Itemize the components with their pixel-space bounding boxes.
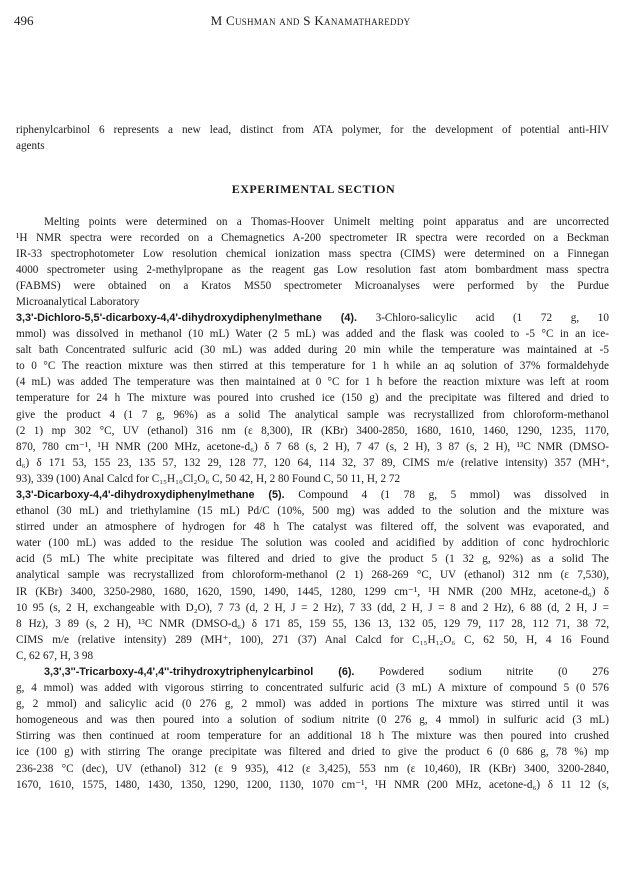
text-line: 93), 339 (100) Anal Calcd for C₁₅H₁₀Cl₂O₆ C, 50 42, H, 2 80 Found C, 50 11, H, 2 72	[16, 472, 401, 485]
text-line	[16, 664, 609, 680]
text-line: temperature for 24 h The mixture was poured into crushed ice (150 g) and the precipitate was filtered and dried to	[16, 392, 609, 405]
text-line: 1670, 1610, 1575, 1480, 1430, 1350, 1290, 1200, 1130, 1070 cm⁻¹, ¹H NMR (200 MHz, acetone-d₆) δ 11 12 (s,	[16, 778, 609, 791]
section-title: EXPERIMENTAL SECTION	[231, 182, 396, 196]
text-line: (FABMS) were obtained on a Kratos MS50 spectrometer Microanalyses were performed by the Purdue	[16, 280, 609, 293]
text-line: ethanol (30 mL) and triethylamine (15 mL) Pd/C (10%, 500 mg) was added to the solution and the mixture was	[16, 505, 609, 518]
text-line: 8 Hz), 3 89 (s, 2 H), ¹³C NMR (DMSO-d₆) δ 171 85, 159 55, 136 13, 132 05, 129 79, 117 28, 112 71, 38 72,	[16, 617, 609, 630]
text-line: Melting points were determined on a Thomas-Hoover Unimelt melting point apparatus and are uncorrected	[44, 216, 609, 228]
running-head-authors	[14, 13, 607, 29]
intro-paragraph	[16, 122, 609, 154]
text-line: d₆) δ 171 53, 155 23, 135 57, 132 29, 128 77, 120 64, 114 32, 37 89, CIMS m/e (relative intensity) 357 (MH⁺,	[16, 456, 609, 469]
compound-6-text: Powdered sodium nitrite (0 276	[354, 666, 609, 678]
text-line: stirred under an atmosphere of hydrogen for 48 h The catalyst was filtered off, the solvent was evaporated, and	[16, 521, 609, 534]
text-line: g, 2 mmol) and salicylic acid (0 276 g, 2 mmol) was added in portions The mixture was stirred until it was	[16, 698, 609, 711]
page-header	[14, 13, 607, 33]
text-line: water (100 mL) was added to the residue The solution was cooled and acidified by addition of conc hydrochloric	[16, 537, 609, 550]
text-line: 10 95 (s, 2 H, exchangeable with D₂O), 7 73 (d, 2 H, J = 2 Hz), 7 33 (dd, 2 H, J = 8 and 2 Hz), 6 88 (d, 2 H, J =	[16, 601, 609, 614]
compound-4-text: 3-Chloro-salicylic acid (1 72 g, 10	[356, 312, 609, 324]
general-methods-paragraph	[16, 214, 609, 311]
text-line: acid (5 mL) The white precipitate was filtered and dried to give the product 5 (1 32 g, 92%) as a solid The	[16, 553, 609, 566]
compound-4-title: 3,3'-Dichloro-5,5'-dicarboxy-4,4'-dihydroxydiphenylmethane (4).	[16, 312, 357, 324]
text-line: mmol) was dissolved in methanol (10 mL) Water (2 5 mL) was added and the flask was cooled to -5 °C in an ice-	[16, 328, 609, 341]
compound-5-text: Compound 4 (1 78 g, 5 mmol) was dissolved in	[284, 489, 609, 501]
text-line: ice (100 g) with stirring The orange precipitate was filtered and dried to give the product 6 (0 686 g, 78 %) mp	[16, 746, 609, 759]
text-line: (4 mL) was added The temperature was then maintained at 0 °C for 1 h before the reaction mixture was left at room	[16, 376, 609, 389]
text-line: (2 1) mp 302 °C, UV (ethanol) 316 nm (ε 8,300), IR (KBr) 3400-2850, 1680, 1610, 1460, 1290, 1235, 1170,	[16, 424, 609, 437]
compound-6-paragraph	[16, 664, 609, 793]
text-line: C, 62 67, H, 3 98	[16, 649, 94, 662]
text-line: 870, 780 cm⁻¹, ¹H NMR (200 MHz, acetone-d₆) δ 7 68 (s, 2 H), 7 47 (s, 2 H), 3 87 (s, 2 H), ¹³C NMR (DMSO-	[16, 440, 609, 453]
compound-5-paragraph	[16, 487, 609, 664]
text-line: to 0 °C The reaction mixture was then stirred at this temperature for 1 h while an aq solution of 37% formaldehyde	[16, 360, 609, 373]
text-line: 236-238 °C (dec), UV (ethanol) 312 (ε 9 935), 412 (ε 3,425), 553 nm (ε 10,460), IR (KBr) 3400, 3200-2840,	[16, 762, 609, 775]
text-line: g, 4 mmol) was added with vigorous stirring to concentrated sulfuric acid (3 mL) A mixture of compound 5 (0 576	[16, 682, 609, 695]
text-line: give the product 4 (1 7 g, 96%) as a solid The analytical sample was recrystallized from chloroform-methanol	[16, 408, 609, 421]
text-line: salt bath Concentrated sulfuric acid (30 mL) was added during 20 min while the temperature was maintained at -5	[16, 344, 609, 357]
text-line: IR (KBr) 3400, 3250-2980, 1680, 1620, 1590, 1490, 1445, 1280, 1299 cm⁻¹, ¹H NMR (200 MHz, acetone-d₆) δ	[16, 585, 609, 598]
text-line: 4000 spectrometer using 2-methylpropane as the reagent gas Low resolution fast atom bombardment mass spectra	[16, 264, 609, 277]
text-line: ¹H NMR spectra were recorded on a Chemagnetics A-200 spectrometer IR spectra were recorded on a Beckman	[16, 232, 609, 245]
compound-4-paragraph	[16, 310, 609, 487]
authors-text: M Cushman and S Kanamathareddy	[210, 13, 411, 28]
intro-line: riphenylcarbinol 6 represents a new lead, distinct from ATA polymer, for the development of potential anti-HIV	[16, 124, 609, 136]
compound-5-title: 3,3'-Dicarboxy-4,4'-dihydroxydiphenylmethane (5).	[16, 489, 285, 501]
text-line: Stirring was then continued at room temperature for an additional 18 h The mixture was then poured into crushed	[16, 730, 609, 743]
compound-6-title: 3,3',3''-Tricarboxy-4,4',4''-trihydroxytriphenylcarbinol (6).	[44, 666, 355, 678]
intro-line: agents	[16, 140, 45, 152]
text-line: Microanalytical Laboratory	[16, 296, 140, 309]
text-line: analytical sample was recrystallized from chloroform-methanol (2 1) 268-269 °C, UV (ethanol) 312 nm (ε 7,530),	[16, 569, 609, 582]
text-line: homogeneous and was then poured into a solution of sodium nitrite (0 276 g, 4 mmol) in sulfuric acid (3 mL)	[16, 714, 609, 727]
text-line	[16, 487, 609, 503]
page-number: 496	[14, 13, 34, 28]
text-line: CIMS m/e (relative intensity) 289 (MH⁺, 100), 271 (37) Anal Calcd for C₁₅H₁₂O₆ C, 62 50, H, 4 16 Found	[16, 633, 609, 646]
text-line	[16, 310, 609, 326]
text-line: IR-33 spectrophotometer Low resolution chemical ionization mass spectra (CIMS) were determined on a Finnegan	[16, 248, 609, 261]
